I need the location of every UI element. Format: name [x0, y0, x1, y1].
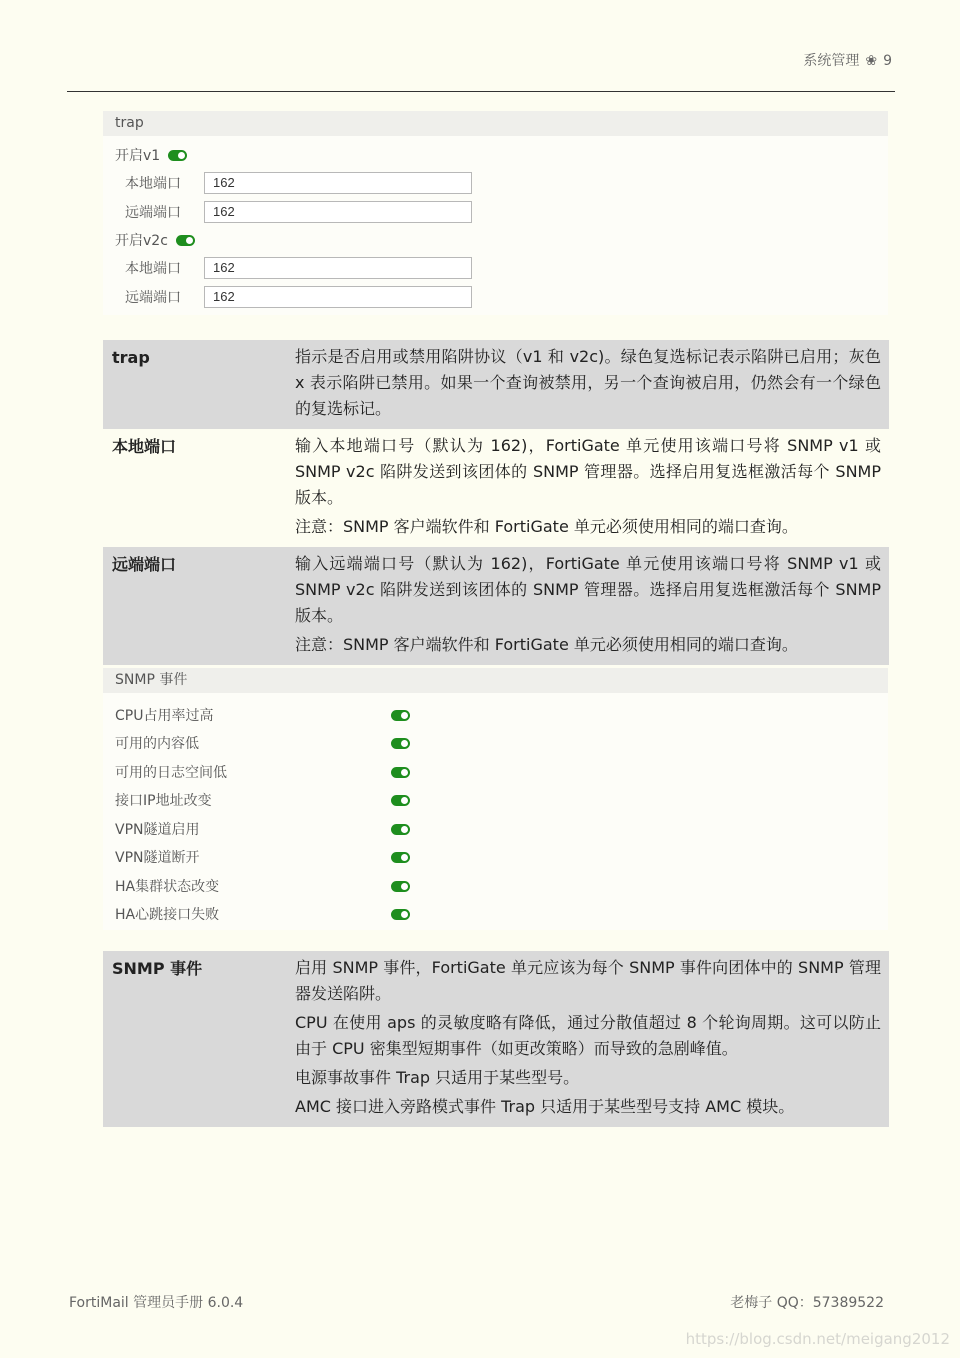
- v2c-enable-label: 开启v2c: [115, 233, 168, 249]
- v1-remote-port-row: [103, 200, 472, 224]
- event-label: CPU占用率过高: [115, 708, 214, 724]
- definition-text: 电源事故事件 Trap 只适用于某些型号。: [295, 1068, 580, 1087]
- event-toggle[interactable]: [391, 710, 410, 721]
- definition-cell: [287, 340, 889, 429]
- page-number: 9: [883, 53, 892, 69]
- v1-local-port-input[interactable]: 162: [204, 172, 472, 194]
- event-row: [115, 903, 410, 925]
- v1-local-port-row: [103, 171, 472, 195]
- snmp-events-panel: [103, 668, 888, 930]
- definition-text: 输入本地端口号（默认为 162)，FortiGate 单元使用该端口号将 SNMP v1 或 SNMP v2c 陷阱发送到该团体的 SNMP 管理器。选择启用复选框激活每个 SNMP 版本。: [295, 436, 881, 507]
- definition-text: 输入远端端口号（默认为 162)，FortiGate 单元使用该端口号将 SNMP v1 或 SNMP v2c 陷阱发送到该团体的 SNMP 管理器。选择启用复选框激活每个 SNMP 版本。: [295, 554, 881, 625]
- event-row: [115, 818, 410, 840]
- event-toggle[interactable]: [391, 909, 410, 920]
- definition-note: 注意：SNMP 客户端软件和 FortiGate 单元必须使用相同的端口查询。: [295, 517, 798, 536]
- footer-author: 老梅子 QQ：57389522: [730, 1295, 884, 1311]
- event-label: VPN隧道启用: [115, 822, 200, 838]
- event-row: [115, 704, 410, 726]
- v1-remote-port-label: 远端端口: [125, 205, 181, 221]
- snmp-events-description-table: [103, 951, 889, 1127]
- term-cell: trap: [103, 340, 287, 429]
- definition-cell: [287, 429, 889, 547]
- page-header: [803, 50, 892, 70]
- definition-text: AMC 接口进入旁路模式事件 Trap 只适用于某些型号支持 AMC 模块。: [295, 1097, 795, 1116]
- v2c-enable-row: [103, 228, 195, 252]
- event-toggle[interactable]: [391, 852, 410, 863]
- event-row: [115, 761, 410, 783]
- v1-enable-row: [103, 143, 187, 167]
- event-label: HA集群状态改变: [115, 879, 220, 895]
- trap-description-table: [103, 340, 889, 665]
- event-toggle[interactable]: [391, 738, 410, 749]
- term-cell: 远端端口: [103, 547, 287, 665]
- v1-local-port-label: 本地端口: [125, 176, 181, 192]
- event-toggle[interactable]: [391, 795, 410, 806]
- table-row: [103, 951, 889, 1127]
- table-row: [103, 340, 889, 429]
- event-label: HA心跳接口失败: [115, 907, 220, 923]
- definition-cell: [287, 951, 889, 1127]
- event-row: [115, 846, 410, 868]
- event-row: [115, 732, 410, 754]
- term-cell: SNMP 事件: [103, 951, 287, 1127]
- definition-text: CPU 在使用 aps 的灵敏度略有降低，通过分散值超过 8 个轮询周期。这可以防止由于 CPU 密集型短期事件（如更改策略）而导致的急剧峰值。: [295, 1013, 881, 1058]
- term-cell: 本地端口: [112, 437, 177, 456]
- snmp-events-title: SNMP 事件: [103, 668, 888, 693]
- v2c-toggle[interactable]: [176, 235, 195, 246]
- header-rule: [67, 91, 895, 92]
- table-row: [103, 429, 889, 547]
- event-toggle[interactable]: [391, 767, 410, 778]
- v2c-remote-port-input[interactable]: 162: [204, 286, 472, 308]
- table-row: [103, 547, 889, 665]
- flower-icon: ❀: [865, 53, 878, 69]
- event-label: 接口IP地址改变: [115, 793, 212, 809]
- event-toggle[interactable]: [391, 881, 410, 892]
- v2c-remote-port-label: 远端端口: [125, 290, 181, 306]
- footer-manual-title: FortiMail 管理员手册 6.0.4: [69, 1295, 244, 1311]
- definition-text: 指示是否启用或禁用陷阱协议（v1 和 v2c)。绿色复选标记表示陷阱已启用；灰色 x 表示陷阱已禁用。如果一个查询被禁用，另一个查询被启用，仍然会有一个绿色的复选标记。: [295, 347, 881, 418]
- v1-enable-label: 开启v1: [115, 148, 161, 164]
- v2c-remote-port-row: [103, 285, 472, 309]
- event-toggle[interactable]: [391, 824, 410, 835]
- trap-panel: [103, 111, 888, 315]
- event-row: [115, 789, 410, 811]
- definition-note: 注意：SNMP 客户端软件和 FortiGate 单元必须使用相同的端口查询。: [295, 635, 798, 654]
- event-row: [115, 875, 410, 897]
- trap-panel-title: trap: [103, 111, 888, 136]
- definition-text: 启用 SNMP 事件，FortiGate 单元应该为每个 SNMP 事件向团体中的 SNMP 管理器发送陷阱。: [295, 958, 881, 1003]
- v1-remote-port-input[interactable]: 162: [204, 201, 472, 223]
- v2c-local-port-input[interactable]: 162: [204, 257, 472, 279]
- event-label: 可用的日志空间低: [115, 765, 227, 781]
- event-label: 可用的内容低: [115, 736, 199, 752]
- watermark: https://blog.csdn.net/meigang2012: [685, 1330, 950, 1348]
- header-section: 系统管理: [803, 53, 860, 69]
- v2c-local-port-label: 本地端口: [125, 261, 181, 277]
- event-label: VPN隧道断开: [115, 850, 200, 866]
- v2c-local-port-row: [103, 256, 472, 280]
- definition-cell: [287, 547, 889, 665]
- v1-toggle[interactable]: [168, 150, 187, 161]
